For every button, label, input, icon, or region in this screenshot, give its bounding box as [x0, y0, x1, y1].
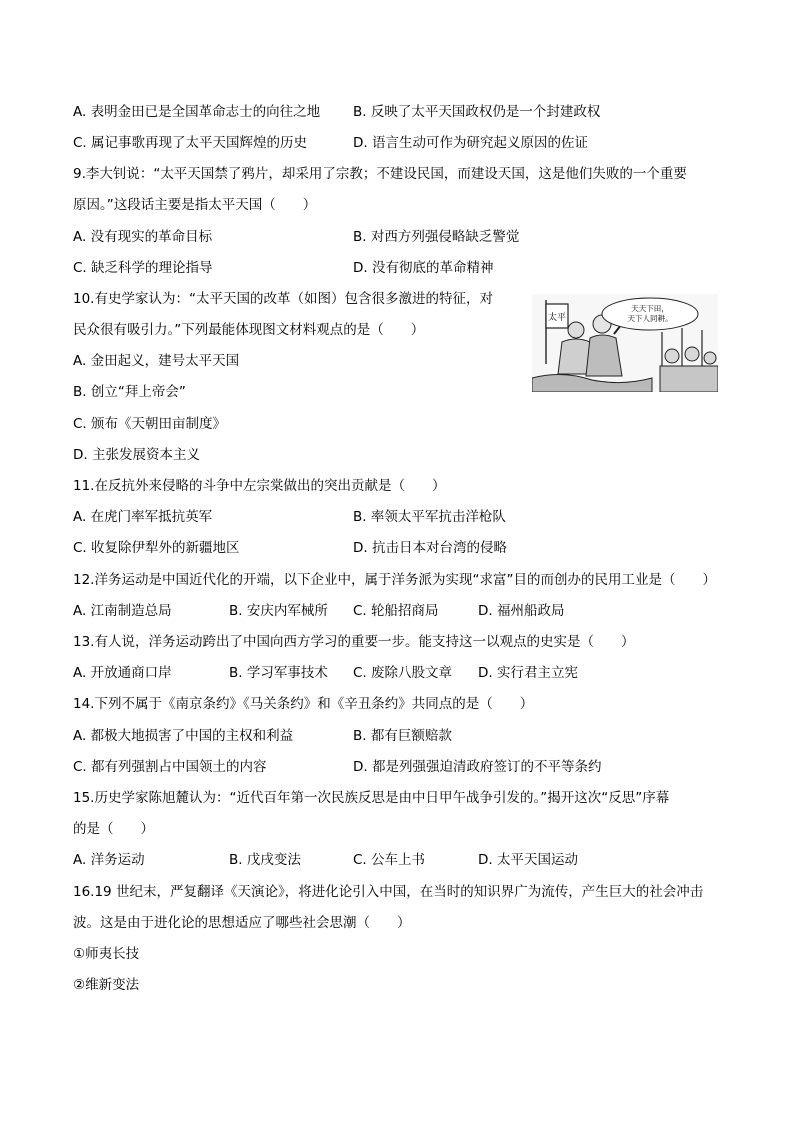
- q11-stem: 11.在反抗外来侵略的斗争中左宗棠做出的突出贡献是（ ）: [73, 478, 446, 494]
- q12-option-b: B. 安庆内军械所: [229, 603, 328, 619]
- q10-option-c: C. 颁布《天朝田亩制度》: [73, 416, 227, 432]
- crowd-head-icon: [665, 349, 679, 363]
- q9-option-a: A. 没有现实的革命目标: [73, 229, 213, 245]
- q9-option-d: D. 没有彻底的革命精神: [353, 260, 494, 276]
- q10-stem-line-2: 民众很有吸引力。”下列最能体现图文材料观点的是（ ）: [73, 322, 425, 338]
- q10-option-d: D. 主张发展资本主义: [73, 447, 200, 463]
- q12-stem: 12.洋务运动是中国近代化的开端，以下企业中，属于洋务派为实现“求富”目的而创办的民用工业是（ ）: [73, 572, 716, 588]
- q15-option-a: A. 洋务运动: [73, 852, 145, 868]
- q15-option-d: D. 太平天国运动: [478, 852, 578, 868]
- q15-stem-line-2: 的是（ ）: [73, 821, 154, 837]
- crowd-head-icon: [704, 352, 716, 364]
- q16-stem-line-1: 16.19 世纪末，严复翻译《天演论》，将进化论引入中国，在当时的知识界广为流传，产生巨大的社会冲击: [73, 884, 704, 900]
- q9-option-c: C. 缺乏科学的理论指导: [73, 260, 213, 276]
- q11-option-d: D. 抗击日本对台湾的侵略: [353, 540, 507, 556]
- q10-option-b: B. 创立“拜上帝会”: [73, 384, 186, 400]
- q14-option-d: D. 都是列强强迫清政府签订的不平等条约: [353, 759, 602, 775]
- q8-option-b: B. 反映了太平天国政权仍是一个封建政权: [353, 104, 601, 120]
- q8-option-a: A. 表明金田已是全国革命志士的向往之地: [73, 104, 321, 120]
- q14-option-c: C. 都有列强割占中国领土的内容: [73, 759, 267, 775]
- q12-option-d: D. 福州船政局: [478, 603, 565, 619]
- q16-stem-line-2: 波。这是由于进化论的思想适应了哪些社会思潮（ ）: [73, 915, 411, 931]
- speaker-body-icon: [586, 335, 622, 376]
- taiping-cartoon-figure: [532, 294, 718, 392]
- q12-option-a: A. 江南制造总局: [73, 603, 172, 619]
- flag-text: 太平: [547, 313, 567, 323]
- bubble-line-1: 天天下田，: [631, 304, 669, 313]
- q13-stem: 13.有人说，洋务运动跨出了中国向西方学习的重要一步。能支持这一以观点的史实是（ ）: [73, 634, 635, 650]
- q12-option-c: C. 轮船招商局: [353, 603, 439, 619]
- q11-option-c: C. 收复除伊犁外的新疆地区: [73, 540, 240, 556]
- q13-option-a: A. 开放通商口岸: [73, 665, 172, 681]
- q11-option-a: A. 在虎门率军抵抗英军: [73, 509, 213, 525]
- q14-option-a: A. 都极大地损害了中国的主权和利益: [73, 728, 294, 744]
- q9-stem-line-1: 9.李大钊说：“太平天国禁了鸦片，却采用了宗教；不建设民国，而建设天国，这是他们失败的一个重要: [73, 166, 687, 182]
- q13-option-b: B. 学习军事技术: [229, 665, 328, 681]
- q11-option-b: B. 率领太平军抗击洋枪队: [353, 509, 506, 525]
- bubble-line-2: 天下人同耕。: [627, 314, 673, 323]
- q15-option-b: B. 戊戌变法: [229, 852, 301, 868]
- q10-option-a: A. 金田起义，建号太平天国: [73, 353, 240, 369]
- q15-stem-line-1: 15.历史学家陈旭麓认为：“近代百年第一次民族反思是由中日甲午战争引发的。”揭开这次“反思”序幕: [73, 790, 670, 806]
- q13-option-d: D. 实行君主立宪: [478, 665, 578, 681]
- person-head-icon: [568, 322, 584, 338]
- q14-option-b: B. 都有巨额赔款: [353, 728, 452, 744]
- q9-stem-line-2: 原因。”这段话主要是指太平天国（ ）: [73, 197, 317, 213]
- q10-stem-line-1: 10.有史学家认为：“太平天国的改革（如图）包含很多激进的特征，对: [73, 291, 493, 307]
- q16-item-2: ②维新变法: [73, 977, 140, 993]
- q16-item-1: ①师夷长技: [73, 946, 140, 962]
- q9-option-b: B. 对西方列强侵略缺乏警觉: [353, 229, 520, 245]
- q14-stem: 14.下列不属于《南京条约》《马关条约》和《辛丑条约》共同点的是（ ）: [73, 696, 534, 712]
- crowd-head-icon: [685, 347, 699, 361]
- q15-option-c: C. 公车上书: [353, 852, 426, 868]
- q8-option-c: C. 属记事歌再现了太平天国辉煌的历史: [73, 135, 308, 151]
- crowd-body-icon: [660, 366, 718, 392]
- q8-option-d: D. 语言生动可作为研究起义原因的佐证: [353, 135, 588, 151]
- q13-option-c: C. 废除八股文章: [353, 665, 453, 681]
